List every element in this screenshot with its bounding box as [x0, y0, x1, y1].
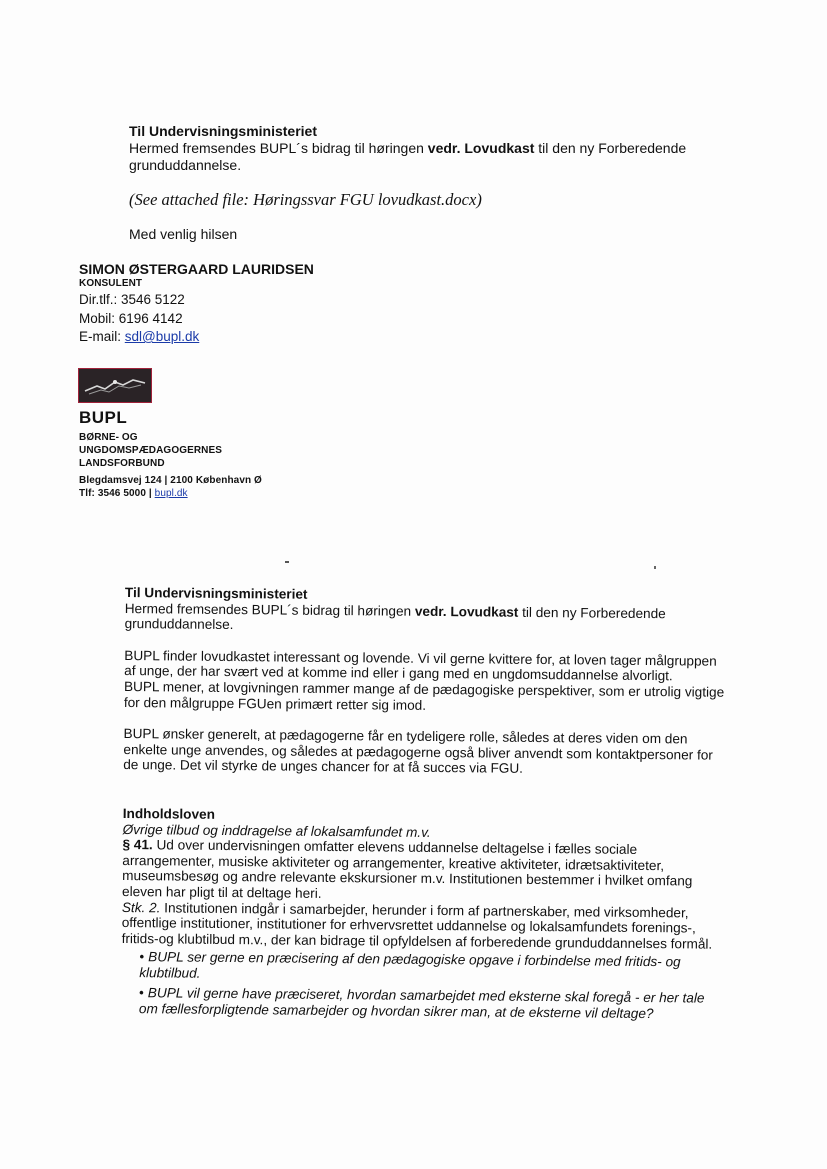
signature-title: KONSULENT	[79, 278, 143, 289]
stk2-label: Stk. 2.	[121, 899, 161, 915]
email-intro-bold: vedr. Lovudkast	[427, 140, 535, 156]
s41-label: § 41.	[122, 837, 153, 853]
bullet-line: • BUPL vil gerne have præciseret, hvordan samarbejdet med eksterne skal foregå - er her tale	[139, 986, 741, 1007]
comment-bullet	[121, 985, 741, 1022]
logo-graphic-icon	[79, 369, 151, 402]
org-name-line1: BØRNE- OG	[79, 432, 138, 443]
paragraph-line: for den målgruppe FGUen primært retter sig imod.	[123, 694, 427, 713]
comment-bullet	[121, 949, 741, 986]
letter-intro-rest: til den ny Forberedende	[518, 604, 666, 621]
letter-heading: Til Undervisningsministeriet	[124, 585, 308, 602]
bupl-logo-image	[78, 368, 152, 403]
signature-dir-phone: Dir.tlf.: 3546 5122	[79, 292, 185, 307]
email-intro-line	[129, 140, 686, 157]
letter-intro-line2: grunduddannelse.	[124, 616, 234, 633]
org-name-line3: LANDSFORBUND	[79, 458, 165, 469]
org-phone-line	[79, 487, 188, 500]
attachment-note[interactable]: (See attached file: Høringssvar FGU lovudkast.docx)	[129, 190, 482, 209]
bullet-line: om fællesforpligtende samarbejder og hvordan sikrer man, at de eksterne vil deltage?	[138, 1001, 654, 1022]
paragraph-line: enkelte unge anvendes, og således at pædagogerne også bliver anvendt som kontaktpersoner for	[123, 741, 713, 763]
s41-line: arrangementer, musiske aktiviteter og arrangementer, kreative aktiviteter, idrætsaktiviteter,	[122, 852, 665, 873]
s41-line: eleven har pligt til at deltage heri.	[121, 883, 322, 901]
paragraph-line: BUPL mener, at lovgivningen rammer mange af de pædagogiske perspektiver, som er utrolig vigtige	[123, 678, 725, 700]
closing-greeting: Med venlig hilsen	[129, 226, 238, 242]
paragraph-line: af unge, der har svært ved at komme ind eller i gang med en ungdomsuddannelse alvorligt.	[124, 663, 673, 684]
email-intro-rest: til den ny Forberedende	[534, 140, 687, 156]
bullet-line: • BUPL ser gerne en præcisering af den pædagogiske opgave i forbindelse med fritids- og	[139, 949, 741, 970]
signature-email-line	[79, 329, 199, 345]
email-heading: Til Undervisningsministeriet	[129, 123, 318, 139]
paragraph-line: de unge. Det vil styrke de unges chancer for at få succes via FGU.	[123, 757, 524, 777]
section-subtitle: Øvrige tilbud og inddragelse af lokalsamfundet m.v.	[122, 821, 431, 840]
scan-mark	[654, 566, 656, 569]
email-intro-line2: grunduddannelse.	[129, 157, 242, 173]
signature-name: SIMON ØSTERGAARD LAURIDSEN	[79, 261, 314, 277]
org-web-link[interactable]: bupl.dk	[154, 488, 188, 499]
letter-body	[121, 585, 745, 1023]
bullet-line: klubtilbud.	[139, 965, 201, 981]
paragraph-line: BUPL finder lovudkastet interessant og lovende. Vi vil gerne kvittere for, at loven tager målgruppen	[124, 647, 717, 669]
section-title: Indholdsloven	[122, 805, 216, 822]
stk2-text: Institutionen indgår i samarbejder, herunder i form af partnerskaber, med virksomheder,	[160, 899, 689, 920]
signature-mobile: Mobil: 6196 4142	[79, 311, 183, 326]
org-short-name: BUPL	[79, 408, 128, 427]
letter-intro-text: Hermed fremsendes BUPL´s bidrag til høringen	[124, 600, 415, 619]
org-name-line2: UNGDOMSPÆDAGOGERNES	[79, 445, 223, 456]
signature-email-label: E-mail:	[79, 329, 125, 344]
letter-intro-bold: vedr. Lovudkast	[414, 603, 519, 620]
org-address: Blegdamsvej 124 | 2100 København Ø	[79, 475, 262, 486]
org-phone: Tlf: 3546 5000 |	[79, 488, 155, 499]
scan-mark	[285, 561, 289, 563]
s41-line: museumsbesøg og andre relevante ekskursioner m.v. Institutionen bestemmer i hvilket omfang	[122, 868, 693, 889]
paragraph-line: BUPL ønsker generelt, at pædagogerne får en tydeligere rolle, således at deres viden om den	[123, 726, 688, 747]
email-intro-text: Hermed fremsendes BUPL´s bidrag til høringen	[129, 140, 428, 156]
stk2-line: offentlige institutioner, institutioner for erhvervsrettet uddannelse og lokalsamfundets forenings-,	[121, 915, 696, 936]
s41-text: Ud over undervisningen omfatter elevens uddannelse deltagelse i fælles sociale	[152, 837, 638, 858]
stk2-line: fritids-og klubtilbud m.v., der kan bidrage til opfyldelsen af forberedende grunduddannelses formål.	[121, 930, 713, 952]
signature-email-link[interactable]: sdl@bupl.dk	[124, 329, 200, 344]
